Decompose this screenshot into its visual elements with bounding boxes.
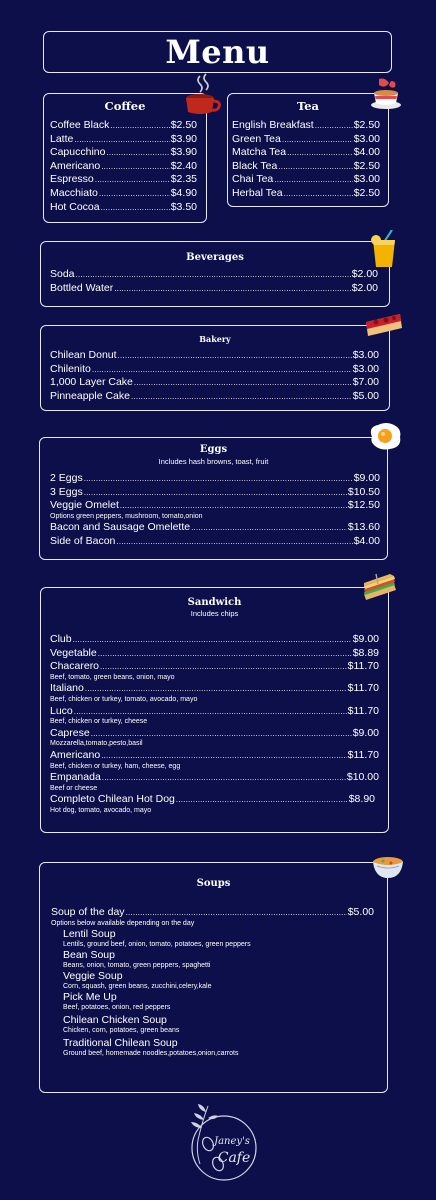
dot-leader (73, 633, 352, 647)
dot-leader (278, 160, 352, 174)
item-name: Vegetable (50, 646, 97, 659)
item-price: $4.00 (353, 534, 380, 547)
item-price: $8.89 (352, 646, 379, 659)
item-name: Capucchino (50, 146, 106, 159)
item-name: Black Tea (232, 159, 278, 172)
item-description: Beef, chicken or turkey, cheese (50, 718, 148, 726)
dot-leader (76, 268, 351, 282)
item-name: Bottled Water (50, 281, 114, 294)
teacup-icon (369, 77, 403, 111)
item-name: Soda (50, 268, 75, 280)
item-name: Latte (50, 132, 74, 145)
item-price: $4.90 (170, 186, 197, 199)
item-description: Mozzarella,tomato,pesto,basil (50, 740, 143, 748)
item-price: $12.50 (347, 499, 380, 512)
item-price: $9.00 (352, 633, 379, 645)
dot-leader (284, 187, 353, 201)
item-name: Espresso (50, 173, 94, 186)
item-price: $2.50 (170, 119, 197, 131)
item-name: Americano (50, 748, 101, 761)
dot-leader (116, 535, 352, 549)
item-price: $3.00 (353, 173, 380, 186)
item-name: 2 Eggs (50, 472, 83, 484)
soup-variety: Bean Soup (63, 949, 115, 962)
item-price: $2.50 (353, 119, 380, 131)
menu-item (50, 647, 379, 661)
menu-item (50, 793, 379, 807)
dot-leader (131, 390, 352, 404)
dot-leader (176, 793, 348, 807)
dot-leader (282, 133, 353, 147)
fried-egg-icon (368, 421, 402, 451)
item-name: Caprese (50, 726, 90, 739)
soups-section (39, 862, 388, 1093)
item-price: $11.70 (347, 704, 379, 717)
menu-item (50, 633, 379, 647)
soup-variety: Veggie Soup (63, 970, 123, 983)
dot-leader (100, 660, 347, 674)
dot-leader (134, 376, 352, 390)
bakery-section (40, 325, 390, 411)
menu-item (50, 486, 380, 500)
item-price: $2.35 (170, 173, 197, 186)
menu-item (232, 133, 380, 147)
menu-item (50, 133, 197, 147)
item-price: $4.00 (353, 146, 380, 159)
item-name: 3 Eggs (50, 485, 83, 498)
item-price: $3.90 (170, 132, 197, 145)
menu-item (50, 535, 380, 549)
dot-leader (91, 727, 352, 741)
item-name: Bacon and Sausage Omelette (50, 521, 191, 534)
logo-line-1: Janey's (214, 1136, 250, 1147)
dot-leader (101, 749, 346, 763)
item-price: $2.00 (351, 268, 378, 280)
menu-item (50, 146, 197, 160)
item-price: $3.50 (170, 200, 197, 213)
item-name: Italiano (50, 682, 84, 695)
item-price: $2.50 (353, 159, 380, 172)
item-price: $13.60 (347, 521, 380, 534)
soup-variety-description: Lentils, ground beef, onion, tomato, potatoes, green peppers (63, 940, 251, 948)
dot-leader (85, 682, 347, 696)
soup-variety-description: Corn, squash, green beans, zucchini,celery,kale (63, 982, 212, 990)
cafe-logo (180, 1100, 262, 1190)
bakery-items (50, 349, 379, 403)
eggs-items (50, 472, 380, 549)
item-price: $3.00 (352, 362, 379, 375)
soup-variety: Traditional Chilean Soup (63, 1037, 178, 1050)
item-price: $2.40 (170, 159, 197, 172)
dot-leader (101, 160, 170, 174)
pie-slice-icon (364, 310, 404, 340)
menu-item (50, 160, 197, 174)
dot-leader (74, 133, 169, 147)
menu-item (50, 705, 379, 719)
item-price: $11.70 (347, 660, 379, 673)
dot-leader (315, 119, 353, 133)
juice-glass-icon (370, 230, 398, 268)
item-price: $8.90 (348, 793, 375, 806)
menu-item (50, 268, 378, 282)
item-description: Beef, tomato, green beans, onion, mayo (50, 673, 175, 681)
sandwich-icon (360, 570, 398, 604)
item-price: $11.70 (347, 682, 379, 695)
dot-leader (118, 349, 352, 363)
soup-variety-description: Ground beef, homemade noodles,potatoes,onion,carrots (63, 1049, 239, 1057)
tea-items (232, 119, 380, 201)
item-name: Chacarero (50, 660, 100, 673)
item-price: $3.00 (353, 132, 380, 145)
item-price: $10.50 (347, 485, 380, 498)
dot-leader (114, 282, 350, 296)
soups-title: Soups (196, 878, 231, 889)
item-name: Empanada (50, 771, 101, 784)
item-price: $5.00 (352, 389, 379, 402)
menu-item (50, 187, 197, 201)
dot-leader (191, 521, 347, 535)
soup-variety-description: Beef, potatoes, onion, red peppers (63, 1003, 171, 1011)
menu-item (232, 160, 380, 174)
item-name: Americano (50, 159, 101, 172)
menu-item (50, 173, 197, 187)
menu-item (232, 173, 380, 187)
dot-leader (101, 201, 170, 215)
soup-variety-description: Beans, onion, tomato, green peppers, spaghetti (63, 961, 211, 969)
item-name: Chilenito (50, 362, 91, 375)
dot-leader (74, 705, 347, 719)
eggs-subtitle: Includes hash browns, toast, fruit (158, 457, 269, 466)
menu-item (50, 363, 379, 377)
dot-leader (106, 146, 169, 160)
item-description: Beef or cheese (50, 784, 98, 792)
soups-items (51, 906, 374, 1058)
soup-variety: Chilean Chicken Soup (63, 1014, 167, 1027)
beverages-section (40, 241, 390, 307)
sandwich-title: Sandwich (187, 597, 242, 608)
dot-leader (102, 771, 346, 785)
dot-leader (98, 647, 352, 661)
beverages-title: Beverages (186, 252, 244, 263)
logo-line-2: Cafe (217, 1150, 251, 1166)
item-name: Completo Chilean Hot Dog (50, 793, 175, 806)
coffee-mug-icon (182, 72, 222, 116)
item-name: Club (50, 633, 72, 645)
item-price: $2.50 (353, 186, 380, 199)
item-name: Veggie Omelet (50, 499, 119, 512)
item-price: $3.00 (352, 349, 379, 361)
item-description: Options green peppers, mushroom, tomato,onion (50, 512, 203, 520)
item-price: $9.00 (352, 726, 379, 739)
item-price: $3.90 (170, 146, 197, 159)
dot-leader (274, 173, 352, 187)
item-price: $9.00 (353, 472, 380, 484)
menu-item (51, 906, 374, 920)
tea-section (227, 93, 389, 207)
menu-item (50, 201, 197, 215)
item-description: Options below available depending on the day (51, 919, 195, 927)
soup-variety: Lentil Soup (63, 928, 116, 941)
menu-item (50, 282, 378, 296)
item-price: $11.70 (347, 748, 379, 761)
eggs-section (39, 437, 388, 560)
menu-item (232, 146, 380, 160)
menu-title-box (43, 31, 392, 73)
menu-item (232, 187, 380, 201)
menu-item (50, 376, 379, 390)
item-name: Side of Bacon (50, 534, 116, 547)
menu-item (232, 119, 380, 133)
menu-item (50, 349, 379, 363)
menu-item (50, 472, 380, 486)
tea-title: Tea (296, 99, 319, 113)
menu-item (50, 660, 379, 674)
item-name: Luco (50, 704, 73, 717)
dot-leader (287, 146, 353, 160)
item-price: $5.00 (347, 906, 374, 918)
dot-leader (95, 173, 170, 187)
dot-leader (120, 499, 347, 513)
menu-item (50, 682, 379, 696)
menu-item (50, 771, 379, 785)
item-name: Soup of the day (51, 906, 125, 918)
item-description: Beef, chicken or turkey, ham, cheese, egg (50, 762, 181, 770)
item-price: $7.00 (352, 376, 379, 389)
eggs-title: Eggs (199, 444, 228, 455)
dot-leader (99, 187, 170, 201)
dot-leader (84, 486, 347, 500)
coffee-title: Coffee (104, 99, 146, 113)
soup-bowl-icon (371, 852, 405, 880)
menu-item (50, 499, 380, 513)
item-name: Herbal Tea (232, 186, 283, 199)
item-name: Coffee Black (50, 119, 110, 131)
menu-item (50, 749, 379, 763)
item-name: English Breakfast (232, 119, 314, 131)
dot-leader (110, 119, 169, 133)
item-name: 1,000 Layer Cake (50, 376, 133, 389)
item-price: $10.00 (346, 771, 379, 784)
item-name: Chilean Donut (50, 349, 117, 361)
menu-item (50, 390, 379, 404)
menu-title: Menu (165, 33, 270, 71)
item-description: Hot dog, tomato, avocado, mayo (50, 806, 152, 814)
item-name: Green Tea (232, 132, 281, 145)
item-price: $2.00 (351, 281, 378, 294)
sandwich-items (50, 633, 379, 816)
item-name: Macchiato (50, 186, 98, 199)
menu-item (50, 727, 379, 741)
soup-variety: Pick Me Up (63, 991, 117, 1004)
item-name: Hot Cocoa (50, 200, 100, 213)
item-name: Matcha Tea (232, 146, 287, 159)
item-name: Pinneapple Cake (50, 389, 130, 402)
soup-variety-description: Chicken, corn, potatoes, green beans (63, 1026, 180, 1034)
dot-leader (126, 906, 347, 920)
beverages-items (50, 268, 378, 295)
coffee-items (50, 119, 197, 214)
dot-leader (84, 472, 353, 486)
item-description: Beef, chicken or turkey, tomato, avocado, mayo (50, 695, 198, 703)
dot-leader (92, 363, 352, 377)
menu-item (50, 119, 197, 133)
sandwich-subtitle: Includes chips (190, 609, 239, 618)
menu-item (50, 521, 380, 535)
bakery-title: Bakery (199, 334, 231, 344)
item-name: Chai Tea (232, 173, 274, 186)
sandwich-section (40, 587, 389, 833)
